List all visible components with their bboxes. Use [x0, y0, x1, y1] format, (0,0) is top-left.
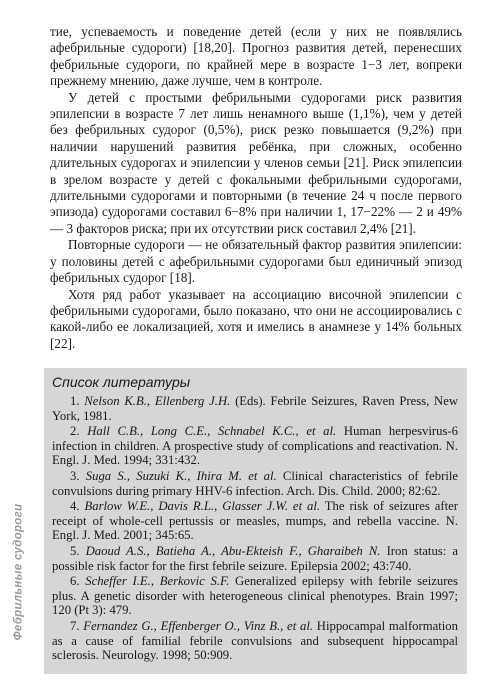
article-body [50, 24, 462, 352]
reference-authors: Nelson K.B., Ellenberg J.H. [84, 394, 231, 408]
reference-number: 2. [70, 424, 80, 439]
reference-number: 6. [70, 574, 80, 589]
reference-authors: Daoud A.S., Batieha A., Abu-Ekteish F., Gharaibeh N. [85, 543, 381, 558]
reference-authors: Scheffer I.E., Berkovic S.F. [85, 574, 230, 589]
paragraph-epilepsy-risk: У детей с простыми фебрильными судорогами риск развития эпилепсии в возрасте 7 лет лишь ненамного выше (1,1%), чем у детей без фебрильных судорог (0,5%), риск резко повышается (9,2%) при наличии нарушений развития ребёнка, при сложных, особенно длительных судорогах и эпилепсии у членов семьи [21]. Риск эпилепсии в зрелом возрасте у детей с фокальными фебрильными судорогами, длительными судорогами и повторными (в течение 24 ч после первого эпизода) судорогами составил 6−8% при наличии 1, 17−22% — 2 и 49% — 3 факторов риска; при их отсутствии риск составил 2,4% [21]. [50, 89, 462, 236]
reference-item [52, 499, 458, 543]
reference-item [52, 574, 458, 618]
references-list [52, 394, 458, 663]
reference-text: Clinical characteristics of febrile convulsions during primary HHV-6 infection. Arch. Dis. Child. 2000; 82:62. [52, 468, 458, 498]
reference-number: 7. [70, 618, 80, 633]
reference-number: 3. [70, 468, 80, 483]
reference-item [52, 619, 458, 663]
reference-text: Iron status: a possible risk factor for the first febrile seizure. Epilepsia 2002; 43:740. [52, 543, 458, 573]
side-tab-label: Фебрильные судороги [12, 503, 24, 641]
reference-number: 4. [70, 499, 80, 514]
reference-authors: Fernandez G., Effenberger O., Vinz B., et al. [83, 618, 314, 633]
reference-authors: Suga S., Suzuki K., Ihira M. et al. [85, 468, 277, 483]
reference-number: 5. [70, 543, 80, 558]
reference-number: 1. [70, 394, 80, 408]
reference-item [52, 394, 458, 423]
reference-text: (Eds). Febrile Seizures, Raven Press, New York, 1981. [52, 394, 459, 423]
reference-text: Hippocampal malformation as a cause of familial febrile convulsions and subsequent hippocampal sclerosis. Neurology. 1998; 50:909. [52, 618, 458, 663]
reference-item [52, 469, 458, 498]
paragraph-continued: тие, успеваемость и поведение детей (если у них не появлялись афебрильные судороги) [18,20]. Прогноз развития детей, перенесших фебрильные судороги, по крайней мере в возрасте 1−3 лет, вопреки прежнему мнению, даже лучше, чем в контроле. [50, 24, 462, 89]
references-title: Список литературы [52, 374, 191, 390]
reference-text: Human herpesvirus-6 infection in children. A prospective study of complications and reactivation. N. Engl. J. Med. 1994; 331:432. [52, 424, 458, 468]
reference-text: The risk of seizures after receipt of whole-cell pertussis or measles, mumps, and rebella vaccine. N. Engl. J. Med. 2001; 345:65. [52, 499, 458, 543]
reference-item [52, 424, 458, 468]
section-side-tab [8, 470, 28, 674]
reference-text: Generalized epilepsy with febrile seizures plus. A genetic disorder with heterogeneous clinical phenotypes. Brain 1997; 120 (Pt 3): 479. [52, 574, 458, 618]
references-box [44, 368, 467, 674]
paragraph-temporal-epilepsy: Хотя ряд работ указывает на ассоциацию височной эпилепсии с фебрильными судорогами, было показано, что они не ассоциировались с какой-либо ее локализацией, хотя и имелись в анамнезе у 14% больных [22]. [50, 286, 462, 351]
reference-authors: Hall C.B., Long C.E., Schnabel K.C., et al. [87, 424, 337, 439]
reference-authors: Barlow W.E., Davis R.L., Glasser J.W. et al. [84, 499, 321, 514]
paragraph-repeated-seizures: Повторные судороги — не обязательный фактор развития эпилепсии: у половины детей с афебрильными судорогами был единичный эпизод фебрильных судорог [18]. [50, 237, 462, 286]
reference-item [52, 544, 458, 573]
